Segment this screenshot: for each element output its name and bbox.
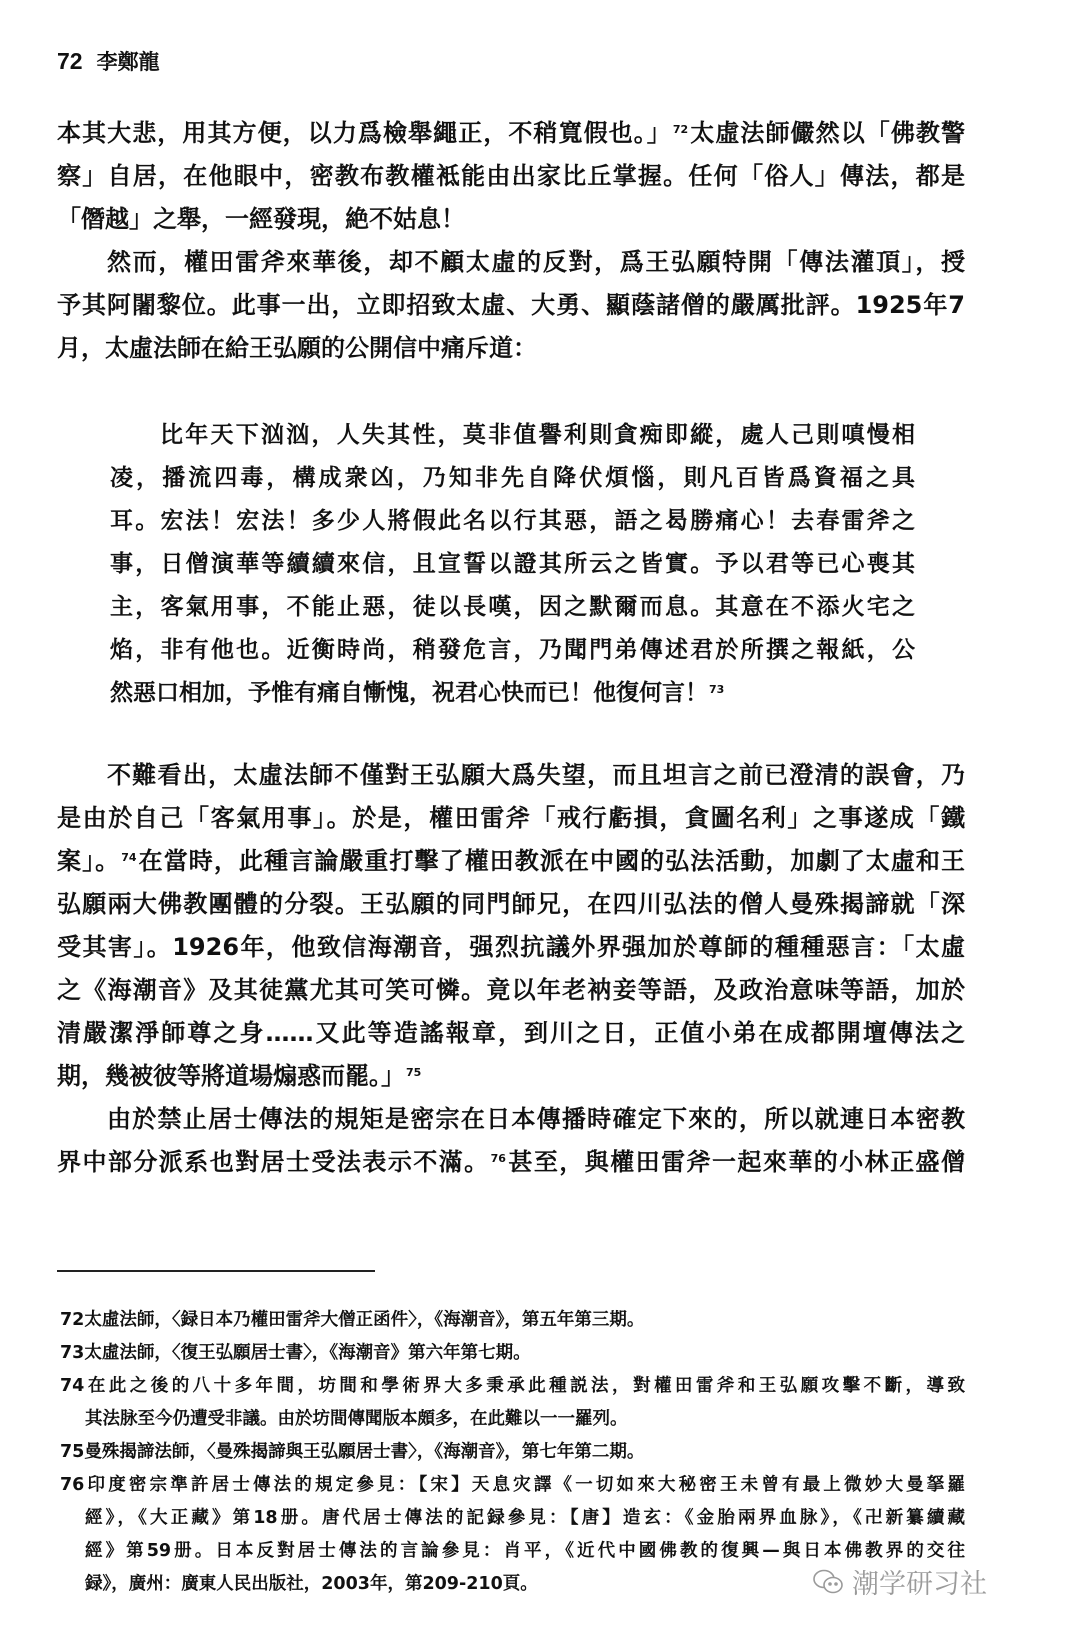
text-run: 清嚴潔淨師尊之身……又此等造謠報章，到川之日，正值小弟在成都開壇傳法之 bbox=[57, 1019, 965, 1047]
text-run: 不難看出，太虛法師不僅對王弘願大爲失望，而且坦言之前已澄清的誤會，乃 bbox=[107, 761, 965, 789]
wechat-icon bbox=[812, 1568, 844, 1596]
text-run: 耳。宏法！宏法！多少人將假此名以行其惡，語之曷勝痛心！去春雷斧之 bbox=[110, 508, 915, 534]
quote-line bbox=[110, 586, 915, 629]
text-line bbox=[57, 155, 965, 198]
footnote-marker: 72 bbox=[672, 123, 689, 136]
text-run: 本其大悲，用其方便，以力爲檢舉繩正，不稍寬假也。」 bbox=[57, 119, 672, 147]
text-line bbox=[57, 112, 965, 155]
footnote-marker: 74 bbox=[121, 851, 137, 864]
text-line bbox=[57, 926, 965, 969]
text-run: 「僭越」之舉，一經發現，絶不姑息！ bbox=[57, 205, 465, 233]
text-run: 經》，《大正藏》第18册。唐代居士傳法的記録參見：【唐】造玄：《金胎兩界血脉》，《卍新纂續藏 bbox=[85, 1508, 965, 1528]
quote-line bbox=[110, 414, 915, 457]
text-run: 太虛法師儼然以「佛教警 bbox=[689, 119, 966, 147]
footnote-marker: 75 bbox=[406, 1066, 422, 1079]
text-line bbox=[57, 1055, 965, 1098]
watermark-text: 潮学研习社 bbox=[852, 1569, 987, 1600]
text-line bbox=[57, 241, 965, 284]
text-line bbox=[57, 198, 965, 241]
watermark bbox=[812, 1562, 987, 1601]
text-run: 比年天下汹汹，人失其性，莫非值譽利則貪痴即縱，處人己則嗔慢相 bbox=[160, 422, 915, 448]
quote-line bbox=[110, 457, 915, 500]
text-line bbox=[57, 797, 965, 840]
text-run: 弘願兩大佛教團體的分裂。王弘願的同門師兄，在四川弘法的僧人曼殊揭諦就「深 bbox=[57, 890, 965, 918]
text-line bbox=[57, 1098, 965, 1141]
footnote-line bbox=[60, 1370, 965, 1403]
paragraph bbox=[57, 112, 965, 241]
text-run: 録》，廣州：廣東人民出版社，2003年，第209-210頁。 bbox=[85, 1574, 538, 1594]
text-run: 察」自居，在他眼中，密教布教權袛能由出家比丘掌握。任何「俗人」傳法，都是 bbox=[57, 162, 965, 190]
footnote-separator bbox=[57, 1270, 375, 1272]
page-number: 72 bbox=[57, 48, 83, 74]
text-run: 經》第59册。日本反對居士傳法的言論參見：肖平，《近代中國佛教的復興—與日本佛教界的交往 bbox=[85, 1541, 965, 1561]
text-run: 案」。 bbox=[57, 847, 121, 875]
quote-line bbox=[110, 672, 915, 715]
text-line bbox=[57, 327, 965, 370]
text-line bbox=[57, 1141, 965, 1184]
text-run: 界中部分派系也對居士受法表示不滿。 bbox=[57, 1148, 490, 1176]
text-run: 是由於自己「客氣用事」。於是，權田雷斧「戒行虧損，貪圖名利」之事遂成「鐵 bbox=[57, 804, 965, 832]
text-run: 事，日僧演華等續續來信，且宣誓以證其所云之皆實。予以君等已心喪其 bbox=[110, 551, 915, 577]
text-run: 在當時，此種言論嚴重打擊了權田教派在中國的弘法活動，加劇了太虛和王 bbox=[137, 847, 966, 875]
footnote-line bbox=[60, 1436, 965, 1469]
text-run: 73太虛法師，〈復王弘願居士書〉，《海潮音》第六年第七期。 bbox=[60, 1343, 531, 1363]
text-run: 焰，非有他也。近衡時尚，稍發危言，乃聞門弟傳述君於所撰之報紙，公 bbox=[110, 637, 915, 663]
text-run: 然而，權田雷斧來華後，却不顧太虛的反對，爲王弘願特開「傳法灌頂」，授 bbox=[107, 248, 965, 276]
text-run: 由於禁止居士傳法的規矩是密宗在日本傳播時確定下來的，所以就連日本密教 bbox=[107, 1105, 965, 1133]
text-line bbox=[57, 883, 965, 926]
text-run: 予其阿闍黎位。此事一出，立即招致太虛、大勇、顯蔭諸僧的嚴厲批評。1925年7 bbox=[57, 291, 965, 319]
text-run: 然惡口相加，予惟有痛自慚愧，祝君心快而已！他復何言！ bbox=[110, 680, 708, 706]
footnote-line bbox=[60, 1502, 965, 1535]
paragraph bbox=[57, 754, 965, 1184]
footnote-line bbox=[60, 1469, 965, 1502]
quote-line bbox=[110, 500, 915, 543]
text-run: 主，客氣用事，不能止惡，徒以長嘆，因之默爾而息。其意在不添火宅之 bbox=[110, 594, 915, 620]
footnote-marker: 76 bbox=[490, 1152, 506, 1165]
text-run: 甚至，與權田雷斧一起來華的小林正盛僧 bbox=[506, 1148, 966, 1176]
text-run: 期，幾被彼等將道場煽惑而罷。」 bbox=[57, 1062, 405, 1090]
text-run: 月，太虛法師在給王弘願的公開信中痛斥道： bbox=[57, 334, 537, 362]
text-run: 之《海潮音》及其徒黨尤其可笑可憐。竟以年老衲妾等語，及政治意味等語，加於 bbox=[57, 976, 965, 1004]
text-run: 75曼殊揭諦法師，〈曼殊揭諦與王弘願居士書〉，《海潮音》，第七年第二期。 bbox=[60, 1442, 645, 1462]
quote-line bbox=[110, 543, 915, 586]
footnotes bbox=[60, 1304, 965, 1601]
text-run: 其法脉至今仍遭受非議。由於坊間傳聞版本頗多，在此難以一一羅列。 bbox=[85, 1409, 628, 1429]
text-line bbox=[57, 284, 965, 327]
paragraph bbox=[57, 241, 965, 370]
text-run: 受其害」。1926年，他致信海潮音，强烈抗議外界强加於尊師的種種惡言：「太虛 bbox=[57, 933, 965, 961]
text-run: 72太虛法師，〈録日本乃權田雷斧大僧正函件〉，《海潮音》，第五年第三期。 bbox=[60, 1310, 645, 1330]
footnote-marker: 73 bbox=[709, 683, 725, 696]
text-line bbox=[57, 840, 965, 883]
running-header bbox=[57, 46, 160, 76]
footnote-line bbox=[60, 1337, 965, 1370]
quote-line bbox=[110, 629, 915, 672]
footnote-line bbox=[60, 1403, 965, 1436]
running-header-author: 李鄭龍 bbox=[96, 50, 160, 74]
block-quote bbox=[110, 414, 915, 715]
text-line bbox=[57, 754, 965, 797]
text-run: 74在此之後的八十多年間，坊間和學術界大多秉承此種説法，對權田雷斧和王弘願攻擊不斷，導致 bbox=[60, 1376, 965, 1396]
text-line bbox=[57, 969, 965, 1012]
text-run: 凌，播流四毒，構成衆凶，乃知非先自降伏煩惱，則凡百皆爲資福之具 bbox=[110, 465, 915, 491]
footnote-line bbox=[60, 1304, 965, 1337]
text-run: 76印度密宗準許居士傳法的規定參見：【宋】天息灾譯《一切如來大秘密王未曾有最上微妙大曼拏羅 bbox=[60, 1475, 965, 1495]
text-line bbox=[57, 1012, 965, 1055]
